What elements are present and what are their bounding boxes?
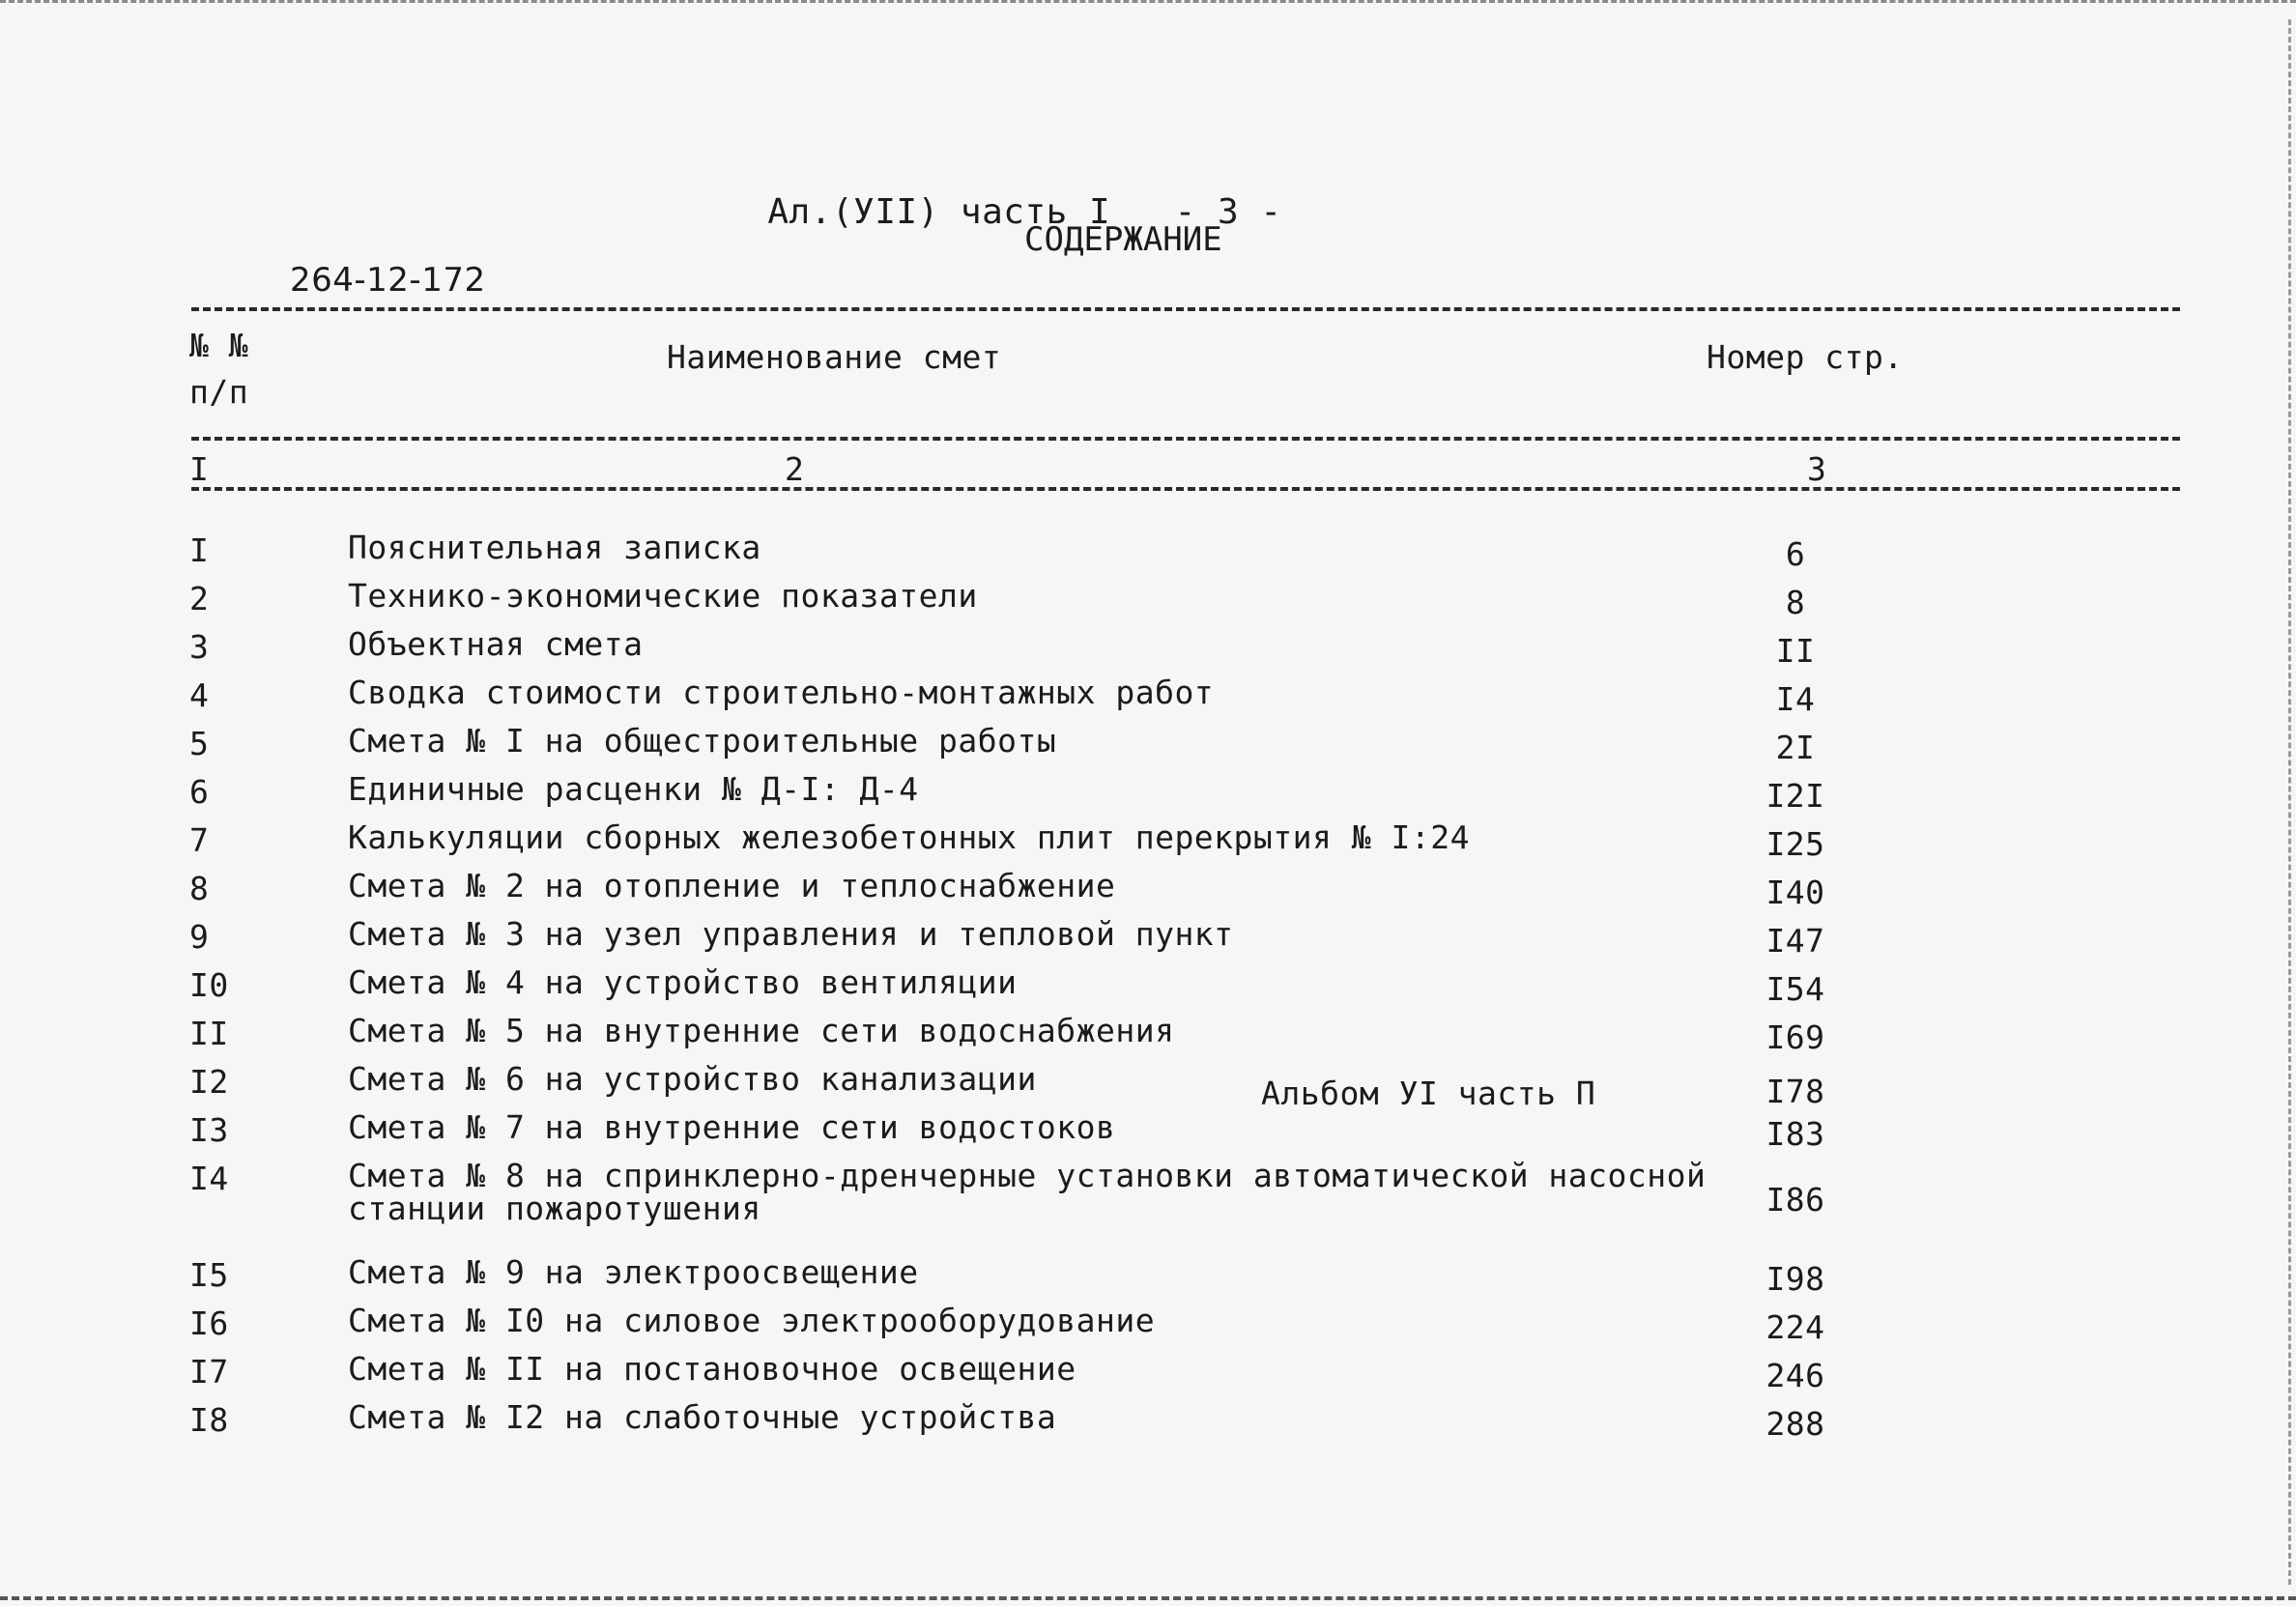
- table-row: [0, 577, 2296, 628]
- row-number: I: [189, 531, 210, 569]
- row-name: Пояснительная записка: [348, 529, 761, 566]
- row-page: I2I: [1765, 777, 1825, 815]
- row-name: Объектная смета: [348, 625, 644, 663]
- row-page: I47: [1765, 922, 1825, 960]
- page-edge-bottom: [0, 1596, 2296, 1604]
- row-number: 3: [189, 628, 210, 666]
- col1-header: № № п/п: [189, 327, 249, 411]
- row-page: I69: [1765, 1018, 1825, 1056]
- document-title: СОДЕРЖАНИЕ: [1024, 220, 1222, 259]
- row-name: Технико-экономические показатели: [348, 577, 978, 615]
- page-number: - 3 -: [1174, 192, 1282, 232]
- table-row: [0, 1253, 2296, 1305]
- row-name: Смета № 8 на спринклерно-дренчерные установки автоматической насосной станции пожаротушения: [348, 1157, 1707, 1227]
- row-page: I40: [1765, 874, 1825, 911]
- header-bottom-rule: [191, 437, 2180, 441]
- row-page: I4: [1775, 680, 1816, 718]
- row-page: 246: [1765, 1357, 1825, 1394]
- row-name: Сводка стоимости строительно-монтажных работ: [348, 674, 1215, 711]
- row-page: I83: [1765, 1115, 1825, 1153]
- row-page: 288: [1765, 1405, 1825, 1443]
- table-row: [0, 915, 2296, 966]
- column-number-rule: [191, 487, 2180, 491]
- table-row: [0, 1012, 2296, 1063]
- row-number: 5: [189, 725, 210, 762]
- col2-number: 2: [785, 450, 805, 488]
- album-label: Ал.(УII) часть I: [767, 192, 1111, 232]
- row-number: I3: [189, 1111, 229, 1149]
- col1-number: I: [189, 450, 210, 488]
- document-code: 264-12-172: [290, 261, 486, 300]
- row-name: Смета № 9 на электроосвещение: [348, 1253, 919, 1291]
- row-name: Смета № 6 на устройство канализации: [348, 1060, 1037, 1098]
- table-top-rule: [191, 307, 2180, 311]
- row-number: I7: [189, 1353, 229, 1391]
- table-row: [0, 625, 2296, 676]
- row-name: Смета № 7 на внутренние сети водостоков: [348, 1108, 1116, 1146]
- row-page: I86: [1765, 1181, 1825, 1219]
- table-row: [0, 1350, 2296, 1401]
- table-row: [0, 818, 2296, 870]
- col3-number: 3: [1807, 450, 1827, 488]
- row-page: 224: [1765, 1308, 1825, 1346]
- row-page: 2I: [1775, 729, 1816, 766]
- row-name: Смета № I2 на слаботочные устройства: [348, 1398, 1057, 1436]
- album-side-note: Альбом УI часть П: [1261, 1075, 1596, 1112]
- row-number: I8: [189, 1401, 229, 1439]
- row-name: Калькуляции сборных железобетонных плит перекрытия № I:24: [348, 818, 1470, 856]
- table-row: [0, 867, 2296, 918]
- row-number: 6: [189, 773, 210, 811]
- row-number: 7: [189, 821, 210, 859]
- row-number: II: [189, 1015, 229, 1052]
- row-name: Смета № 2 на отопление и теплоснабжение: [348, 867, 1116, 904]
- table-row: [0, 722, 2296, 773]
- row-page: 6: [1785, 535, 1806, 573]
- row-number: 8: [189, 870, 210, 907]
- table-row: [0, 1398, 2296, 1449]
- row-number: 2: [189, 580, 210, 617]
- row-number: 9: [189, 918, 210, 956]
- row-page: I98: [1765, 1260, 1825, 1298]
- table-row: [0, 676, 2296, 725]
- col3-header: Номер стр.: [1707, 338, 1904, 376]
- table-row: [0, 1157, 2296, 1247]
- row-number: I4: [189, 1160, 229, 1197]
- col2-header: Наименование смет: [667, 338, 1002, 376]
- page-edge-top: [0, 0, 2296, 7]
- row-name: Смета № II на постановочное освещение: [348, 1350, 1076, 1388]
- row-page: 8: [1785, 584, 1806, 621]
- row-number: I5: [189, 1256, 229, 1294]
- row-name: Смета № 5 на внутренние сети водоснабжения: [348, 1012, 1175, 1049]
- row-page: I54: [1765, 970, 1825, 1008]
- table-row: [0, 531, 2296, 580]
- row-name: Смета № I0 на силовое электрооборудование: [348, 1302, 1156, 1339]
- row-number: I2: [189, 1063, 229, 1101]
- row-page: I25: [1765, 825, 1825, 863]
- table-row: [0, 963, 2296, 1015]
- row-number: 4: [189, 676, 210, 714]
- row-number: I0: [189, 966, 229, 1004]
- row-name: Смета № 4 на устройство вентиляции: [348, 963, 1018, 1001]
- row-name: Смета № 3 на узел управления и тепловой пункт: [348, 915, 1234, 953]
- row-name: Смета № I на общестроительные работы: [348, 722, 1057, 760]
- row-name: Единичные расценки № Д-I: Д-4: [348, 770, 919, 808]
- row-page: II: [1775, 632, 1816, 670]
- table-row: [0, 1108, 2296, 1160]
- table-row: [0, 1302, 2296, 1353]
- row-number: I6: [189, 1305, 229, 1342]
- row-page: I78: [1765, 1073, 1825, 1110]
- table-row: [0, 1060, 2296, 1111]
- table-row: [0, 770, 2296, 821]
